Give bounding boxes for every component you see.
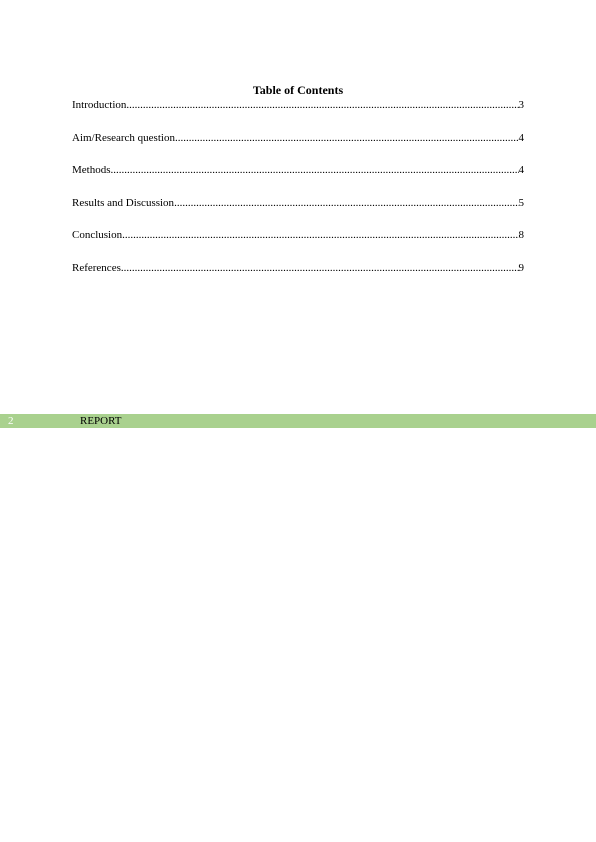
toc-entry-introduction[interactable]	[72, 98, 524, 112]
toc-entry-label: Results and Discussion	[72, 196, 175, 209]
toc-dot-leader	[126, 98, 518, 112]
toc-dot-leader	[174, 196, 518, 210]
toc-entry-page: 3	[518, 99, 524, 111]
toc-entry-results-and-discussion[interactable]	[72, 196, 524, 210]
toc-entry-page: 5	[518, 196, 524, 209]
toc-entry-page: 4	[518, 131, 524, 144]
toc-dot-leader	[121, 261, 519, 275]
toc-entry-page: 8	[518, 229, 524, 242]
toc-entry-page: 9	[518, 261, 524, 274]
toc-list	[72, 98, 524, 275]
toc-title: Table of Contents	[252, 83, 344, 97]
running-header-title: REPORT	[80, 415, 122, 427]
toc-entry-aim-research-question[interactable]	[72, 131, 524, 145]
toc-entry-label: Introduction	[72, 99, 127, 111]
toc-entry-page: 4	[518, 164, 524, 177]
toc-dot-leader	[122, 228, 518, 242]
toc-entry-label: Methods	[72, 164, 111, 177]
toc-entry-methods[interactable]	[72, 163, 524, 177]
page-number: 2	[8, 415, 14, 427]
page-header-band	[0, 414, 596, 428]
toc-dot-leader	[111, 163, 519, 177]
toc-entry-references[interactable]	[72, 261, 524, 275]
toc-dot-leader	[175, 131, 519, 145]
toc-entry-label: References	[72, 261, 121, 274]
toc-entry-label: Aim/Research question	[72, 131, 175, 144]
toc-entry-label: Conclusion	[72, 229, 123, 242]
toc-entry-conclusion[interactable]	[72, 228, 524, 242]
